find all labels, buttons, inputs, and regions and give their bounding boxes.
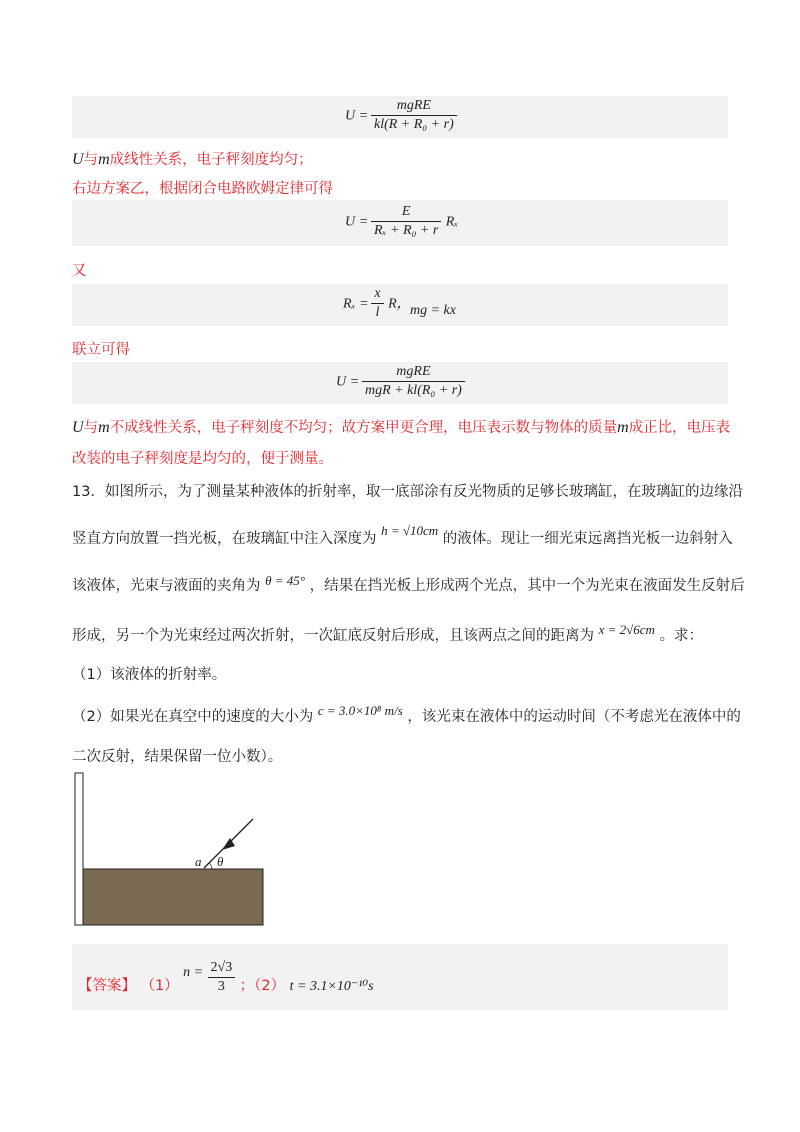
formula-tail: Rₓ: [445, 214, 459, 230]
formula-denominator: Rₓ + R₀ + r: [373, 223, 439, 238]
formula-mg-kx: mg = kx: [410, 303, 456, 318]
var-u: U: [72, 151, 84, 168]
formula-u-e: U = $\frac{E}{\text{Rₓ + R₀ + r}}$ Rₓ: [345, 204, 459, 238]
formula-denominator: kl(R + R₀ + r): [373, 117, 454, 132]
formula-rx: Rₓ = $\frac{x}{l}$ R，: [343, 286, 411, 320]
text-line-also: 又: [72, 263, 87, 279]
answer-part-2: ；（2）: [239, 977, 286, 994]
refraction-figure: [70, 770, 270, 930]
formula-tail: R，: [388, 296, 411, 312]
problem-line-2: [72, 523, 733, 548]
formula-denominator: l: [375, 305, 380, 320]
text-proportional: 成正比，电压表: [628, 420, 731, 436]
math-x: x = 2√6cm: [598, 622, 655, 637]
problem-line-1: 13．如图所示，为了测量某种液体的折射率，取一底部涂有反光物质的足够长玻璃缸，在玻璃缸的边缘沿: [72, 484, 743, 500]
light-barrier-board: [75, 773, 83, 925]
answer-n-denominator: 3: [217, 979, 225, 994]
answer-n-numerator: 2√3: [208, 960, 236, 978]
formula-fraction: [371, 98, 457, 133]
formula-lhs: U: [336, 374, 347, 390]
formula-numerator: mgRE: [362, 364, 465, 382]
text-yu: 与: [83, 420, 99, 436]
answer-part-1: （1）: [140, 977, 179, 994]
problem-text: 竖直方向放置一挡光板，在玻璃缸中注入深度为: [72, 531, 377, 547]
formula-fraction: [362, 364, 465, 399]
text-line-nonlinear: [72, 416, 730, 437]
formula-lhs: U: [345, 108, 356, 124]
formula-u-mgre: U = $\frac{\text{mgRE}}{\text{kl(R + R₀ + r)}}$: [345, 98, 457, 133]
text-nonlinear-rest: 不成线性关系，电子秤刻度不均匀；故方案甲更合理，电压表示数与物体的质量: [109, 420, 618, 436]
liquid-body: [83, 869, 263, 925]
problem-text: ，该光束在液体中的运动时间（不考虑光在液体中的: [407, 709, 741, 725]
problem-text: 形成，另一个为光束经过两次折射，一次缸底反射后形成，且该两点之间的距离为: [72, 628, 594, 644]
formula-fraction: [371, 204, 441, 239]
var-m: m: [98, 151, 110, 168]
problem-text: 的液体。现让一细光束远离挡光板一边斜射入: [442, 531, 733, 547]
formula-denominator: mgR + kl(R₀ + r): [364, 383, 462, 398]
answer-n-fraction: [208, 960, 236, 995]
question-2: [72, 705, 741, 726]
formula-fraction: [371, 286, 383, 321]
problem-text: 。求：: [659, 628, 704, 644]
formula-numerator: x: [371, 286, 383, 304]
problem-line-4: [72, 624, 703, 645]
text-line-scheme-b: 右边方案乙，根据闭合电路欧姆定律可得: [72, 181, 333, 197]
label-a: a: [195, 854, 202, 869]
answer-label: 【答案】: [78, 977, 136, 994]
math-theta: θ = 45°: [265, 573, 305, 588]
formula-u-combined: U = $\frac{\text{mgRE}}{\text{mgR + kl(R₀ + r)}}$: [336, 364, 465, 399]
var-u: U: [72, 419, 84, 436]
text-line-combine: 联立可得: [72, 342, 130, 358]
text-line-linear: [72, 148, 313, 169]
problem-text: （2）如果光在真空中的速度的大小为: [72, 709, 314, 725]
answer-line: [78, 952, 374, 994]
math-c: c = 3.0×10⁸ m/s: [317, 703, 403, 718]
formula-numerator: mgRE: [371, 98, 457, 116]
var-m: m: [617, 419, 629, 436]
text-linear-rest: 成线性关系，电子秤刻度均匀；: [109, 152, 313, 168]
formula-numerator: E: [371, 204, 441, 222]
angle-arc: [209, 863, 212, 869]
text-yu: 与: [83, 152, 99, 168]
math-h: h = √10cm: [381, 523, 439, 538]
problem-text: ，结果在挡光板上形成两个光点，其中一个为光束在液面发生反射后: [309, 578, 745, 594]
problem-line-3: [72, 574, 745, 595]
question-1: （1）该液体的折射率。: [72, 667, 227, 683]
label-theta: θ: [217, 854, 224, 869]
formula-lhs: U: [345, 214, 356, 230]
problem-text: 该液体，光束与液面的夹角为: [72, 578, 261, 594]
text-line-conclusion: 改装的电子秤刻度是均匀的，便于测量。: [72, 451, 333, 467]
answer-n-lhs: n =: [183, 964, 204, 980]
formula-lhs: Rₓ: [343, 296, 356, 312]
var-m: m: [98, 419, 110, 436]
question-2-cont: 二次反射，结果保留一位小数）。: [72, 749, 283, 765]
answer-t: t = 3.1×10⁻¹⁰s: [289, 978, 374, 994]
